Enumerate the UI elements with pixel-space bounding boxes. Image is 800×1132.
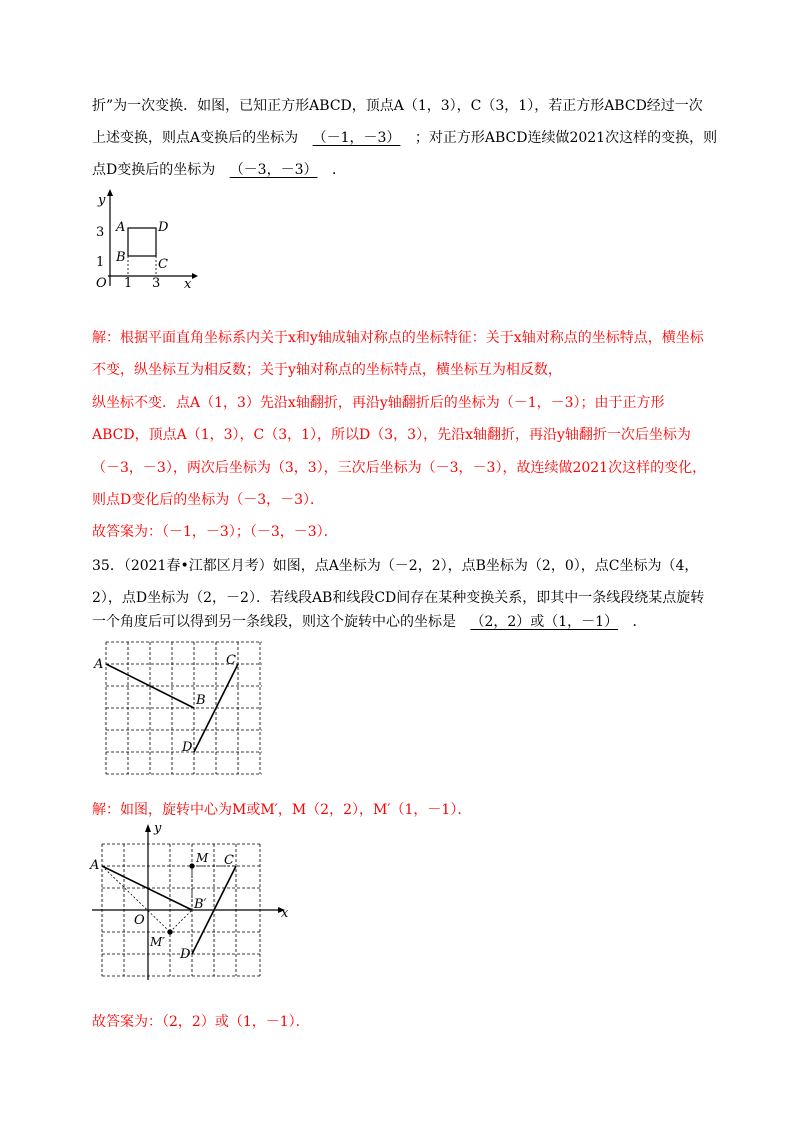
answer-blank-2: （－3，－3）: [229, 162, 318, 178]
y-axis-label: y: [154, 821, 162, 836]
figure-rotation-centers: [88, 820, 290, 982]
problem34-line2: [92, 128, 717, 148]
solution35-answer: 故答案为：（2，2）或（1，－1）．: [92, 1014, 310, 1030]
problem34-line2-text: 上述变换，则点A变换后的坐标为: [92, 130, 299, 146]
y-axis-label: y: [98, 193, 106, 208]
problem35-line2: 2），点D坐标为（2，－2）．若线段AB和线段CD间存在某种变换关系，即其中一条线段绕某点旋转: [92, 590, 705, 606]
label-c: C: [226, 653, 236, 668]
answer-blank-3: （2，2）或（1，－1）: [470, 614, 619, 630]
segment-ab: [106, 664, 194, 708]
label-d: D: [180, 947, 191, 962]
point-m: [189, 863, 194, 868]
solution34-line6: 则点D变化后的坐标为（－3，－3）．: [92, 492, 325, 508]
label-a: A: [94, 657, 104, 672]
x-axis-label: x: [184, 277, 192, 292]
label-a: A: [90, 858, 100, 873]
problem34-line3: [92, 160, 346, 180]
problem34-line3-text: 点D变换后的坐标为: [92, 162, 216, 178]
origin-label: O: [134, 913, 145, 928]
label-d: D: [182, 740, 193, 755]
label-d: D: [158, 220, 169, 235]
x-axis-arrow: [192, 273, 198, 279]
label-m: M: [196, 851, 209, 865]
label-b-prime: B′: [194, 897, 207, 912]
solution34-answer: 故答案为：（－1，－3）；（－3，－3）．: [92, 524, 338, 540]
problem35-line1: 35．（2021春•江都区月考）如图，点A坐标为（－2，2），点B坐标为（2，0），点C坐标为（4，: [92, 558, 699, 574]
label-c: C: [224, 853, 234, 868]
tick-x-1: 1: [124, 276, 133, 291]
figure-square-axes: [88, 186, 200, 292]
label-c: C: [158, 257, 168, 272]
solution34-line5: （－3，－3），两次后坐标为（3，3），三次后坐标为（－3，－3），故连续做2021次这样的变化，: [92, 460, 707, 476]
problem34-line1: 折”为一次变换．如图，已知正方形ABCD，顶点A（1，3），C（3，1），若正方形ABCD经过一次: [92, 98, 703, 114]
solution34-line1: 解：根据平面直角坐标系内关于x和y轴成轴对称点的坐标特征：关于x轴对称点的坐标特点，横坐标: [92, 330, 704, 346]
tick-x-3: 3: [152, 276, 161, 291]
tick-y-1: 1: [96, 255, 105, 270]
x-axis-label: x: [281, 906, 289, 921]
point-m-prime: [167, 929, 172, 934]
solution34-line3: 纵坐标不变．点A（1，3）先沿x轴翻折，再沿y轴翻折后的坐标为（－1，－3）；由于正方形: [92, 395, 665, 411]
figure-segments-grid: [92, 638, 268, 778]
label-b: B: [116, 250, 126, 265]
square-abcd: [128, 228, 156, 256]
solution34-line2: 不变，纵坐标互为相反数；关于y轴对称点的坐标特点，横坐标互为相反数，: [92, 362, 562, 378]
problem35-line3: [92, 612, 647, 632]
label-a: A: [116, 220, 126, 235]
label-m-prime: M′: [150, 935, 166, 949]
problem34-line2-tail: ；对正方形ABCD连续做2021次这样的变换，则: [414, 130, 718, 146]
problem34-line3-tail: ．: [331, 162, 346, 178]
origin-label: O: [96, 276, 107, 291]
solution35-line1: 解：如图，旋转中心为M或M′，M（2，2），M′（1，－1）．: [92, 802, 472, 818]
problem35-line3-tail: ．: [632, 614, 647, 630]
tick-y-3: 3: [96, 225, 105, 240]
answer-blank-1: （－1，－3）: [312, 130, 401, 146]
y-axis-arrow: [145, 824, 151, 832]
solution34-line4: ABCD，顶点A（1，3），C（3，1），所以D（3，3），先沿x轴翻折，再沿y轴翻折一次后坐标为: [92, 427, 691, 443]
label-b: B: [196, 693, 206, 708]
problem35-line3-text: 一个角度后可以得到另一条线段，则这个旋转中心的坐标是: [92, 614, 456, 630]
y-axis-arrow: [107, 189, 113, 196]
